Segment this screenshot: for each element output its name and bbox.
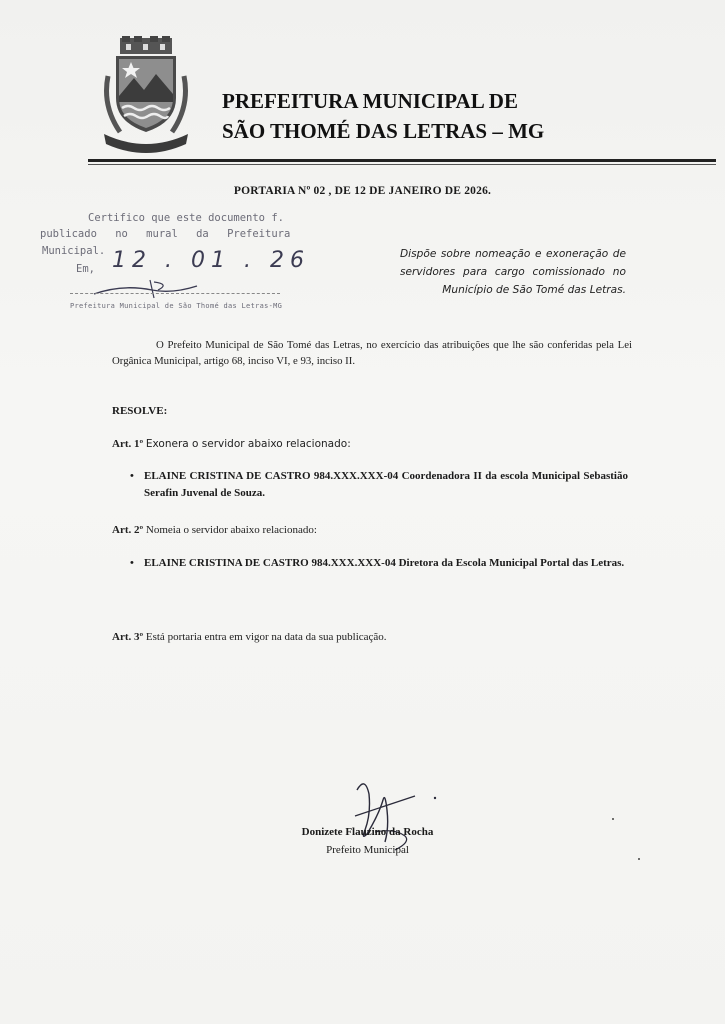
article-3-text: Está portaria entra em vigor na data da sua publicação.	[145, 631, 387, 643]
article-2	[112, 524, 317, 536]
article-3-number: Art. 3º	[112, 631, 144, 643]
header-rule	[88, 159, 716, 162]
signer-role: Prefeito Municipal	[326, 844, 409, 856]
article-1	[112, 438, 351, 450]
bullet-icon: •	[130, 470, 134, 482]
article-2-text: Nomeia o servidor abaixo relacionado:	[145, 524, 317, 536]
scan-speck	[638, 858, 640, 860]
stamp-line-2: publicado no mural da Prefeitura	[40, 228, 291, 240]
header-title	[222, 86, 642, 146]
stamp-divider	[70, 293, 280, 294]
article-2-number: Art. 2º	[112, 524, 144, 536]
article-1-text: Exonera o servidor abaixo relacionado:	[145, 438, 351, 450]
signer-name: Donizete Flauzino da Rocha	[301, 826, 434, 838]
stamp-line-4: Em,	[76, 263, 95, 275]
stamp-line-3: Municipal.	[42, 245, 106, 257]
header-line-2: SÃO THOMÉ DAS LETRAS – MG	[222, 119, 545, 143]
municipal-coat-of-arms-icon	[98, 36, 194, 154]
header-line-1: PREFEITURA MUNICIPAL DE	[222, 89, 518, 113]
article-3	[112, 631, 387, 643]
stamp-handwritten-date: 12 . 01 . 26	[112, 248, 310, 273]
stamp-line-1: Certifico que este documento f.	[88, 212, 284, 224]
resolve-heading: RESOLVE:	[112, 405, 168, 417]
stamp-initials-icon	[92, 278, 202, 300]
bullet-icon: •	[130, 557, 134, 569]
scan-speck	[612, 818, 614, 820]
article-1-item	[130, 468, 628, 502]
article-2-item	[130, 555, 628, 572]
article-2-item-text: ELAINE CRISTINA DE CASTRO 984.XXX.XXX-04 Diretora da Escola Municipal Portal das Letras.	[144, 557, 625, 569]
preamble: O Prefeito Municipal de São Tomé das Letras, no exercício das atribuições que lhe são conferidas pela Lei Orgânica Municipal, artigo 68, inciso VI, e 93, inciso II.	[112, 339, 632, 367]
publication-stamp	[40, 208, 310, 318]
article-1-number: Art. 1º	[112, 438, 144, 450]
header-rule-thin	[88, 164, 716, 165]
stamp-footer: Prefeitura Municipal de São Thomé das Letras-MG	[70, 302, 283, 310]
ementa: Dispõe sobre nomeação e exoneração de servidores para cargo comissionado no Município de São Tomé das Letras.	[400, 248, 626, 296]
portaria-title: PORTARIA Nº 02 , DE 12 DE JANEIRO DE 2026.	[233, 185, 492, 197]
article-1-item-text: ELAINE CRISTINA DE CASTRO 984.XXX.XXX-04 Coordenadora II da escola Municipal Sebastião Serafin Juvenal de Souza.	[144, 470, 628, 499]
